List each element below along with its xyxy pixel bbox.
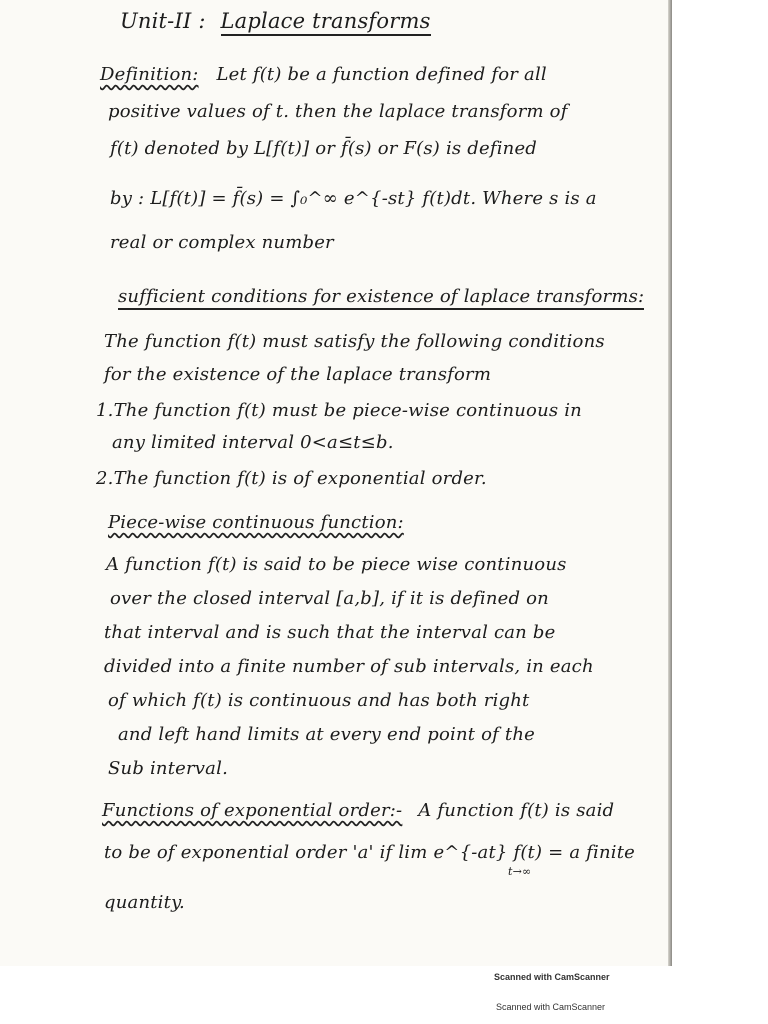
definition-line-1: Definition: Let f(t) be a function defined for all xyxy=(100,64,547,85)
piecewise-line-5: of which f(t) is continuous and has both right xyxy=(108,690,530,711)
exponential-line-2: to be of exponential order 'a' if lim e^{-at} f(t) = a finite xyxy=(104,842,636,863)
piecewise-line-3: that interval and is such that the interval can be xyxy=(104,622,556,643)
exponential-limit-subscript: t→∞ xyxy=(508,865,532,878)
sufficient-condition-1-cont: any limited interval 0<a≤t≤b. xyxy=(112,432,394,453)
piecewise-line-1: A function f(t) is said to be piece wise continuous xyxy=(106,554,567,575)
exponential-heading: Functions of exponential order:- xyxy=(102,800,403,821)
piecewise-heading: Piece-wise continuous function: xyxy=(108,512,404,533)
page-title xyxy=(120,10,431,32)
title-unit: Unit-II : xyxy=(120,9,206,33)
definition-heading: Definition: xyxy=(100,64,199,85)
title-topic: Laplace transforms xyxy=(221,9,431,36)
exponential-line-3: quantity. xyxy=(104,892,185,913)
definition-formula-line: by : L[f(t)] = f̄(s) = ∫₀^∞ e^{-st} f(t)dt. Where s is a xyxy=(110,188,597,209)
sufficient-condition-1: 1.The function f(t) must be piece-wise continuous in xyxy=(96,400,582,421)
sufficient-condition-2: 2.The function f(t) is of exponential order. xyxy=(96,468,487,489)
exponential-line-1: Functions of exponential order:- A function f(t) is said xyxy=(102,800,615,821)
camscanner-watermark-1: Scanned with CamScanner xyxy=(494,972,610,982)
piecewise-line-2: over the closed interval [a,b], if it is defined on xyxy=(110,588,549,609)
sufficient-line-1: The function f(t) must satisfy the following conditions xyxy=(104,331,605,352)
sufficient-line-2: for the existence of the laplace transform xyxy=(104,364,492,385)
piecewise-line-4: divided into a finite number of sub intervals, in each xyxy=(104,656,594,677)
page-edge xyxy=(668,0,672,966)
definition-line-5: real or complex number xyxy=(110,232,334,253)
definition-line-2: positive values of t. then the laplace transform of xyxy=(108,101,568,122)
camscanner-watermark-2: Scanned with CamScanner xyxy=(496,1002,606,1012)
piecewise-line-6: and left hand limits at every end point of the xyxy=(118,724,535,745)
piecewise-line-7: Sub interval. xyxy=(108,758,228,779)
definition-line-3: f(t) denoted by L[f(t)] or f̄(s) or F(s) is defined xyxy=(110,138,538,159)
sufficient-heading: sufficient conditions for existence of laplace transforms: xyxy=(118,286,644,308)
